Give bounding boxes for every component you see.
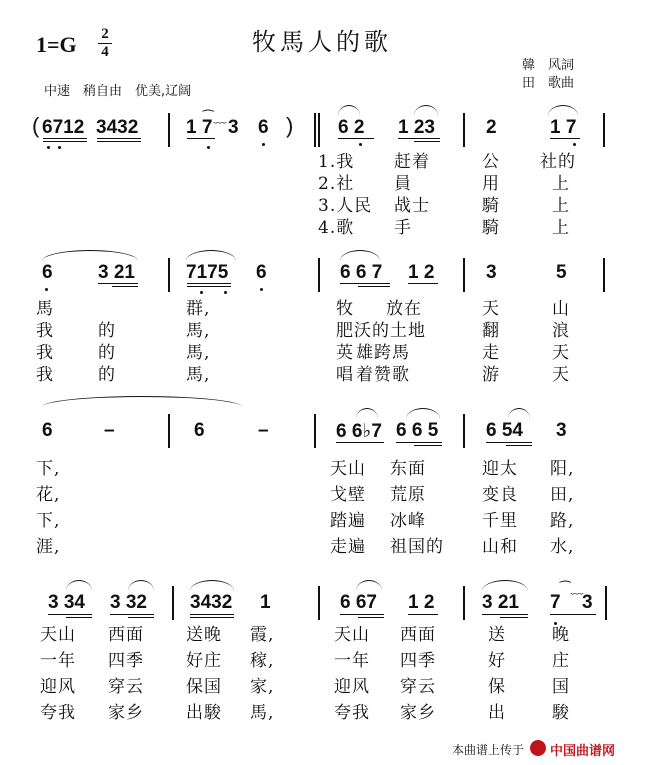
lyric: 霞, — [250, 625, 275, 645]
note-group: 3 34 — [48, 592, 85, 613]
low-dot — [58, 146, 61, 149]
slur — [414, 105, 438, 116]
lyric: 夸我 — [40, 703, 76, 723]
intro-group-5: 6 — [258, 117, 269, 138]
barline — [168, 113, 170, 147]
lyric: 我 — [36, 343, 54, 363]
note-group: 2 — [486, 117, 497, 138]
lyric: 出 — [488, 703, 506, 723]
lyric: 我 — [36, 321, 54, 341]
time-signature — [98, 26, 112, 61]
lyric: 穿云 — [400, 677, 436, 697]
barline — [603, 113, 605, 147]
lyric: 稼, — [250, 651, 275, 671]
lyric: 战士 — [394, 196, 430, 216]
lyric: 天山 — [40, 625, 76, 645]
lyric: 家乡 — [400, 703, 436, 723]
lyric: 4.歌 — [318, 218, 355, 238]
intro-paren-open: ( — [32, 113, 40, 138]
beam — [408, 614, 438, 615]
lyric: 我 — [36, 365, 54, 385]
lyric: 一年 — [334, 651, 370, 671]
intro-paren-close: ) — [286, 113, 294, 138]
lyric: 天山 — [330, 459, 366, 479]
slur — [186, 250, 236, 261]
intro-group-1: 6712 — [42, 117, 85, 138]
lyric: 公 — [482, 152, 500, 172]
note-group: 3 21 — [98, 262, 135, 283]
lyric: 好 — [488, 651, 506, 671]
lyric: 东面 — [390, 459, 426, 479]
lyric: 馬, — [250, 703, 275, 723]
lyric: 保国 — [186, 677, 222, 697]
lyric: 路, — [550, 511, 575, 531]
slur — [128, 580, 154, 591]
lyric: 馬, — [186, 343, 211, 363]
low-dot — [573, 143, 576, 146]
barline — [463, 113, 465, 147]
staff-row-2 — [0, 250, 656, 390]
barline — [463, 414, 465, 448]
lyric: 荒原 — [390, 485, 426, 505]
lyric: 員 — [394, 174, 412, 194]
beam — [340, 283, 390, 284]
lyric: 踏遍 — [330, 511, 366, 531]
lyric: 天 — [552, 343, 570, 363]
lyric: 馬 — [36, 299, 54, 319]
beam — [187, 283, 231, 284]
beam — [43, 141, 87, 142]
beam — [500, 617, 528, 618]
lyric: 迎风 — [40, 677, 76, 697]
beam — [98, 283, 138, 284]
lyric: 騎 — [482, 196, 500, 216]
low-dot — [260, 288, 263, 291]
slur — [406, 408, 440, 419]
note-group: 6 67 — [340, 592, 377, 613]
beam — [398, 138, 440, 139]
note-group: 6 — [256, 262, 267, 283]
lyric: 戈壁 — [330, 485, 366, 505]
beam — [550, 614, 596, 615]
lyric: 迎风 — [334, 677, 370, 697]
beam — [48, 614, 92, 615]
lyric: 一年 — [40, 651, 76, 671]
slur — [190, 580, 234, 591]
note-group: – — [258, 420, 269, 441]
lyric: 浪 — [552, 321, 570, 341]
lyric: 放在 — [386, 299, 422, 319]
time-denominator: 4 — [98, 43, 112, 61]
note-group: 1 23 — [398, 117, 435, 138]
lyric: 四季 — [400, 651, 436, 671]
barline — [318, 258, 320, 292]
lyric: 駿 — [552, 703, 570, 723]
note-group: 1 7 — [550, 117, 577, 138]
beam — [358, 617, 384, 618]
lyric: 上 — [552, 174, 570, 194]
barline — [168, 258, 170, 292]
barline — [314, 113, 316, 147]
note-group: 3 21 — [482, 592, 519, 613]
lyric: 天 — [552, 365, 570, 385]
lyric: 变良 — [482, 485, 518, 505]
note-group: 3 32 — [110, 592, 147, 613]
lyric: 穿云 — [108, 677, 144, 697]
lyric: 3.人民 — [318, 196, 373, 216]
beam — [190, 617, 234, 618]
song-title: 牧馬人的歌 — [252, 28, 392, 56]
lyric: 晚 — [552, 625, 570, 645]
beam — [187, 138, 215, 139]
beam — [187, 286, 231, 287]
lyric: 走遍 — [330, 537, 366, 557]
key-signature: 1=G — [36, 32, 77, 57]
lyric: 西面 — [108, 625, 144, 645]
lyric: 庄 — [552, 651, 570, 671]
lyric: 山 — [552, 299, 570, 319]
lyricist-credit: 韓 风詞 — [522, 58, 575, 73]
lyric: 千里 — [482, 511, 518, 531]
lyric: 用 — [482, 174, 500, 194]
lyric: 好庄 — [186, 651, 222, 671]
lyric: 上 — [552, 218, 570, 238]
beam — [408, 283, 438, 284]
lyric: 四季 — [108, 651, 144, 671]
beam — [482, 614, 528, 615]
note-group: 7 — [550, 592, 561, 613]
lyric: 花, — [36, 485, 61, 505]
beam — [338, 138, 374, 139]
beam — [66, 617, 92, 618]
slur — [66, 580, 92, 591]
lyric: 着赞歌 — [356, 365, 410, 385]
time-numerator: 2 — [101, 26, 109, 42]
lyric: 西面 — [400, 625, 436, 645]
barline — [318, 113, 320, 147]
tie — [42, 396, 242, 407]
lyric: 家, — [250, 677, 275, 697]
slur — [508, 408, 530, 419]
lyric: 社的 — [540, 152, 576, 172]
beam — [414, 445, 442, 446]
lyric: 国 — [552, 677, 570, 697]
note-group: 6 6 7 — [340, 262, 383, 283]
lyric: 2.社 — [318, 174, 355, 194]
upload-note: 本曲谱上传于 — [452, 743, 525, 757]
lyric: 英 — [336, 343, 354, 363]
note-group: 3 — [486, 262, 497, 283]
beam — [340, 614, 384, 615]
note-group: 3 — [556, 420, 567, 441]
note-group: 6 54 — [486, 420, 523, 441]
lyric: 家乡 — [108, 703, 144, 723]
lyric: 山和 — [482, 537, 518, 557]
beam — [97, 141, 141, 142]
note-group: 6 — [194, 420, 205, 441]
barline — [318, 586, 320, 620]
beam — [336, 442, 384, 443]
beam — [486, 442, 532, 443]
lyric: 牧 — [336, 299, 354, 319]
barline — [168, 414, 170, 448]
low-dot — [262, 143, 265, 146]
note-group: 1 2 — [408, 262, 435, 283]
lyric: 唱 — [336, 365, 354, 385]
note-group: 6 2 — [338, 117, 365, 138]
lyric: 手 — [394, 218, 412, 238]
barline — [172, 586, 174, 620]
low-dot — [207, 146, 210, 149]
site-logo-icon — [530, 740, 546, 756]
slur — [356, 580, 382, 591]
lyric: 冰峰 — [390, 511, 426, 531]
low-dot — [45, 288, 48, 291]
slur — [482, 580, 528, 591]
lyric: 游 — [482, 365, 500, 385]
lyric: 保 — [488, 677, 506, 697]
beam — [506, 445, 532, 446]
beam — [128, 617, 154, 618]
lyric: 的 — [98, 365, 116, 385]
lyric: 出駿 — [186, 703, 222, 723]
intro-group-2: 3432 — [96, 117, 139, 138]
lyric: 騎 — [482, 218, 500, 238]
lyric: 1.我 — [318, 152, 355, 172]
staff-row-4 — [0, 568, 656, 728]
beam — [43, 138, 87, 139]
lyric: 天 — [482, 299, 500, 319]
barline — [463, 258, 465, 292]
beam — [110, 614, 154, 615]
lyric: 送晚 — [186, 625, 222, 645]
intro-group-3: 1 7 — [186, 117, 213, 138]
site-brand: 中国曲谱网 — [550, 744, 616, 759]
beam — [414, 141, 440, 142]
note-group: 1 2 — [408, 592, 435, 613]
lyric: 田, — [550, 485, 575, 505]
trill-mark: ⁀﹏ — [560, 582, 584, 597]
lyric: 阳, — [550, 459, 575, 479]
tie — [42, 250, 138, 261]
lyric: 送 — [488, 625, 506, 645]
composer-credit: 田 歌曲 — [522, 76, 575, 91]
lyric: 肥沃的土地 — [336, 321, 426, 341]
beam — [97, 138, 141, 139]
lyric: 雄跨馬 — [356, 343, 410, 363]
lyric: 馬, — [186, 365, 211, 385]
note-group: 6 6♭7 — [336, 421, 382, 442]
note-group: 6 6 5 — [396, 420, 439, 441]
slur — [340, 250, 380, 261]
slur — [548, 105, 578, 116]
lyric: 的 — [98, 343, 116, 363]
note-group: – — [104, 420, 115, 441]
lyric: 群, — [186, 299, 211, 319]
lyric: 祖国的 — [390, 537, 444, 557]
intro-group-4: 3 — [228, 117, 239, 138]
staff-row-1 — [0, 105, 656, 245]
barline — [314, 414, 316, 448]
note-group: 3 — [582, 592, 593, 613]
barline — [603, 258, 605, 292]
low-dot — [224, 291, 227, 294]
barline — [463, 586, 465, 620]
note-group: 5 — [556, 262, 567, 283]
lyric: 下, — [36, 511, 61, 531]
barline — [605, 586, 607, 620]
trill-mark: ⁀﹏ — [203, 111, 227, 126]
note-group: 7175 — [186, 262, 229, 283]
beam — [358, 286, 390, 287]
lyric: 上 — [552, 196, 570, 216]
lyric: 馬, — [186, 321, 211, 341]
lyric: 迎太 — [482, 459, 518, 479]
beam — [112, 286, 138, 287]
staff-row-3 — [0, 392, 656, 557]
beam — [190, 614, 234, 615]
lyric: 的 — [98, 321, 116, 341]
note-group: 6 — [42, 262, 53, 283]
tempo-marking: 中速 稍自由 优美,辽阔 — [44, 84, 192, 99]
slur — [338, 105, 360, 116]
lyric: 夸我 — [334, 703, 370, 723]
low-dot — [359, 143, 362, 146]
lyric: 水, — [550, 537, 575, 557]
slur — [356, 408, 378, 419]
note-group: 1 — [260, 592, 271, 613]
note-group: 6 — [42, 420, 53, 441]
lyric: 涯, — [36, 537, 61, 557]
lyric: 走 — [482, 343, 500, 363]
lyric: 翻 — [482, 321, 500, 341]
beam — [396, 442, 442, 443]
lyric: 下, — [36, 459, 61, 479]
lyric: 赶着 — [394, 152, 430, 172]
low-dot — [47, 146, 50, 149]
beam — [550, 138, 580, 139]
lyric: 天山 — [334, 625, 370, 645]
note-group: 3432 — [190, 592, 233, 613]
